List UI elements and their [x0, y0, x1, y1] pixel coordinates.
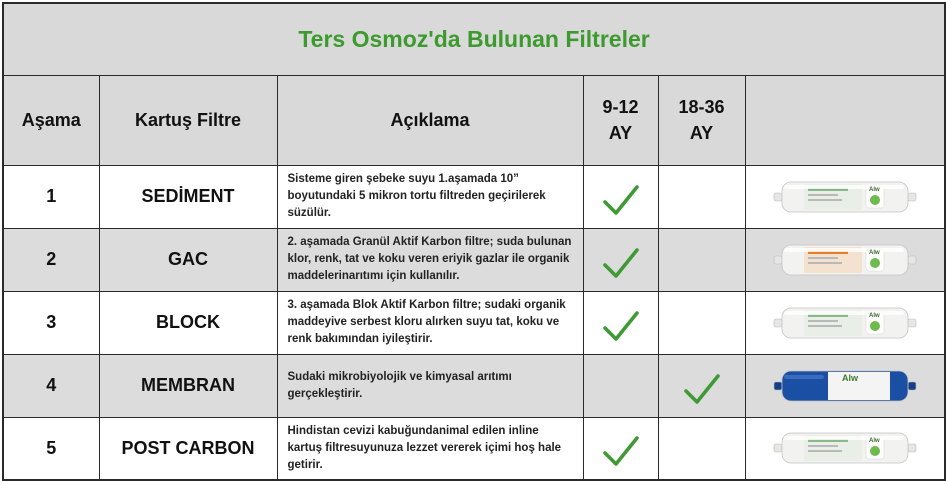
period-18-36-cell: [658, 228, 745, 291]
cartridge-image: [745, 228, 945, 291]
checkmark-icon: [602, 309, 640, 343]
header-cartridge: Kartuş Filtre: [99, 75, 277, 165]
cartridge-image: [745, 417, 945, 480]
cartridge-name: SEDİMENT: [99, 165, 277, 228]
cartridge-image: [745, 354, 945, 417]
filters-table: [2, 2, 946, 481]
white-block-cartridge-icon: [770, 301, 920, 345]
period-18-36-cell: [658, 165, 745, 228]
period-9-12-cell: [583, 291, 658, 354]
cartridge-description: Hindistan cevizi kabuğundanimal edilen inline kartuş filtresuyunuza lezzet vererek içimi hoş hale getirir.: [277, 417, 583, 480]
stage-number: 3: [3, 291, 99, 354]
title-row: [3, 3, 945, 75]
period-18-36-cell: [658, 417, 745, 480]
brand-logo-text: Alw: [841, 372, 858, 383]
period-18-36-cell: [658, 291, 745, 354]
cartridge-name: MEMBRAN: [99, 354, 277, 417]
checkmark-icon: [602, 434, 640, 468]
white-sediment-cartridge-icon: [770, 175, 920, 219]
cartridge-description: 3. aşamada Blok Aktif Karbon filtre; sudaki organik maddeyive serbest kloru alırken suyu tat, koku ve renk bakımından iyileştirir.: [277, 291, 583, 354]
header-description: Açıklama: [277, 75, 583, 165]
brand-logo-text: Alw: [868, 438, 880, 445]
header-period-18-36: [658, 75, 745, 165]
blue-membrane-cartridge-icon: [770, 364, 920, 408]
stage-number: 5: [3, 417, 99, 480]
header-period-9-12: [583, 75, 658, 165]
cartridge-description: Sudaki mikrobiyolojik ve kimyasal arıtımı gerçekleştirir.: [277, 354, 583, 417]
page-title: Ters Osmoz'da Bulunan Filtreler: [3, 3, 945, 75]
white-post-carbon-cartridge-icon: [770, 426, 920, 470]
header-stage: Aşama: [3, 75, 99, 165]
brand-logo-text: Alw: [868, 186, 880, 193]
stage-number: 2: [3, 228, 99, 291]
period-9-12-cell: [583, 165, 658, 228]
period-9-12-cell: [583, 228, 658, 291]
brand-logo-text: Alw: [868, 249, 880, 256]
cartridge-name: BLOCK: [99, 291, 277, 354]
cartridge-description: Sisteme giren şebeke suyu 1.aşamada 10” boyutundaki 5 mikron tortu filtreden geçirilerek süzülür.: [277, 165, 583, 228]
checkmark-icon: [602, 183, 640, 217]
header-period-9-12-value: 9-12: [602, 96, 639, 117]
filter-rows: [3, 165, 945, 480]
filter-row: [3, 165, 945, 228]
period-18-36-cell: [658, 354, 745, 417]
header-image: [745, 75, 945, 165]
header-period-18-36-value: 18-36: [678, 96, 725, 117]
cartridge-description: 2. aşamada Granül Aktif Karbon filtre; suda bulunan klor, renk, tat ve koku veren eriyik gazlar ile organik maddelerinarıtımı için kullanılır.: [277, 228, 583, 291]
filter-row: [3, 417, 945, 480]
white-gac-cartridge-orange-label-icon: [770, 238, 920, 282]
cartridge-image: [745, 165, 945, 228]
header-period-9-12-unit: AY: [608, 123, 633, 143]
filter-row: [3, 354, 945, 417]
period-9-12-cell: [583, 417, 658, 480]
cartridge-image: [745, 291, 945, 354]
header-row: [3, 75, 945, 165]
cartridge-name: GAC: [99, 228, 277, 291]
header-period-18-36-unit: AY: [689, 123, 714, 143]
filter-row: [3, 228, 945, 291]
filter-row: [3, 291, 945, 354]
cartridge-name: POST CARBON: [99, 417, 277, 480]
stage-number: 1: [3, 165, 99, 228]
checkmark-icon: [602, 246, 640, 280]
stage-number: 4: [3, 354, 99, 417]
period-9-12-cell: [583, 354, 658, 417]
brand-logo-text: Alw: [868, 312, 880, 319]
checkmark-icon: [683, 372, 721, 406]
